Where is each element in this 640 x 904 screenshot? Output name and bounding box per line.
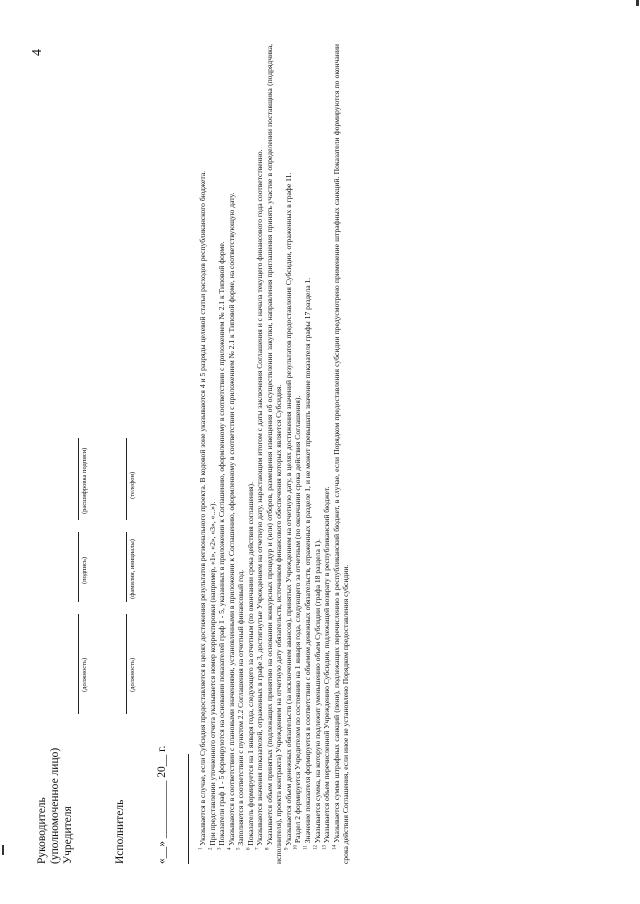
- footnote: $^{10}$ Раздел 2 формируется Учредителем по состоянию на 1 января года, следующего за отчетным (по окончании срока действия Соглашения).: [293, 395, 303, 850]
- head-position-caption: (должность): [81, 657, 88, 692]
- footnote-separator: [188, 754, 189, 864]
- footnote: $^1$ Указывается в случае, если Субсидия предоставляется в целях достижения результатов регионального проекта. В кодовой зоне указываются 4 и 5 разряды целевой статьи расходов республиканского бюджета.: [198, 170, 207, 850]
- head-decoding-line: [78, 438, 79, 520]
- executor-fio-caption: (фамилия, инициалы): [129, 539, 136, 599]
- scan-mark-top: [636, 0, 639, 6]
- footnote: $^{11}$ Значение показателя формируется в соответствии с объемом денежных обязательств, отраженных в разделе 1, и не может превышать значение показателя графы 17 раздела 1.: [303, 277, 313, 850]
- footnote: $^{14}$ Указывается сумма штрафных санкций (пени), подлежащих перечислению в республиканский бюджет, в случае, если Порядком предоставления субсидии предусмотрено применение штрафных санкций. Показатели формируются по окончании срока действия Соглашения, если иное не установлено Порядком предоставления субсидии.: [331, 44, 351, 864]
- rotated-content: [30, 30, 610, 874]
- executor-position-line: [126, 614, 127, 714]
- footnote: $^7$ Указываются значения показателей, отраженных в графе 3, достигнутые Учреждением на отчетную дату, нарастающим итогом с даты заключения Соглашения и с начала текущего финансового года соответственно.: [255, 149, 265, 850]
- footnote: $^6$ Показатель формируется на 1 января года, следующего за отчетным (по окончании срока действия соглашения).: [245, 482, 255, 850]
- executor-position-caption: (должность): [129, 657, 136, 692]
- footnote: $^8$ Указывается объем принятых (подлежащих принятию на основании конкурсных процедур и (или) отборов, размещения извещения об осуществлении закупки, направления приглашения принять участие в определении поставщика (подрядчика, исполнителя), проекта контракта) Учреждением на отчетную дату обязательств, источником финансового обеспечения которых является Субсидия.: [264, 44, 284, 864]
- head-decoding-caption: (расшифровка подписи): [81, 447, 88, 514]
- executor-fio-line: [126, 532, 127, 602]
- footnotes: [198, 44, 351, 864]
- executor-phone-line: [126, 438, 127, 520]
- footnote: $^{12}$ Указывается сумма, на которую подлежит уменьшению объем Субсидии (графа 18 раздела 1).: [312, 539, 322, 850]
- page-number: 4: [30, 49, 45, 56]
- footnote: $^4$ Указываются в соответствии с плановыми значениями, установленными в приложении к Соглашению, оформленному в соответствии с приложением № 2.1 к Типовой форме, на соответствующую дату.: [226, 192, 236, 850]
- head-signature-caption: (подпись): [81, 557, 88, 584]
- executor-phone-caption: (телефон): [129, 471, 136, 499]
- footnote: $^5$ Заполняется в соответствии с пунктом 2.2 Соглашения на отчетный финансовый год.: [236, 569, 246, 850]
- head-position-line: [78, 614, 79, 714]
- footnote: $^{13}$ Указывается объем перечисленной Учреждению Субсидии, подлежащей возврату в республиканский бюджет.: [322, 486, 332, 850]
- head-signature-line: [78, 532, 79, 602]
- executor-title: Исполнитель: [114, 799, 126, 864]
- footnote: $^3$ Показатели граф 1 - 5 формируются на основании показателей граф 1 - 5, указанных в приложении к Соглашению, оформленному в соответствии с приложением № 2.1 к Типовой форме.: [217, 241, 227, 850]
- footnote: $^2$ При представлении уточненного отчета указывается номер корректировки (например, «1», «2», «3», «...»).: [207, 501, 217, 850]
- date-line: «__» __________ 20__ г.: [156, 745, 168, 864]
- footnote: $^9$ Указывается объем денежных обязательств (за исключением авансов), принятых Учреждением на отчетную дату, в целях достижения значений результатов предоставления Субсидии, отраженных в графе 11.: [283, 172, 293, 850]
- scan-mark-left: [2, 845, 4, 855]
- head-title: Руководитель (уполномоченное лицо) Учредителя: [36, 747, 74, 864]
